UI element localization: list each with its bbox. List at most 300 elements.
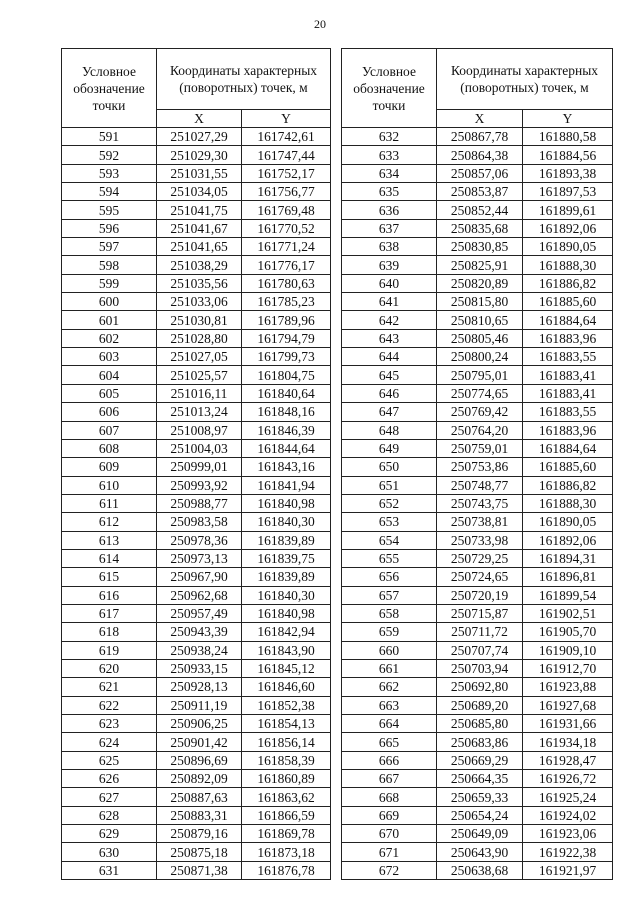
- point-number-cell: 598: [62, 256, 157, 274]
- x-coordinate-cell: 250999,01: [157, 458, 242, 476]
- y-coordinate-cell: 161888,30: [523, 256, 613, 274]
- x-coordinate-cell: 250993,92: [157, 476, 242, 494]
- table-row: [62, 439, 331, 457]
- point-number-cell: 668: [342, 788, 437, 806]
- x-coordinate-cell: 250879,16: [157, 825, 242, 843]
- x-coordinate-cell: 250933,15: [157, 659, 242, 677]
- point-number-cell: 611: [62, 494, 157, 512]
- point-number-cell: 595: [62, 201, 157, 219]
- x-coordinate-cell: 250853,87: [437, 183, 523, 201]
- point-number-cell: 629: [62, 825, 157, 843]
- table-row: [62, 476, 331, 494]
- y-coordinate-cell: 161789,96: [242, 311, 331, 329]
- table-row: [342, 604, 613, 622]
- y-coordinate-cell: 161928,47: [523, 751, 613, 769]
- point-number-cell: 621: [62, 678, 157, 696]
- point-number-cell: 665: [342, 733, 437, 751]
- x-coordinate-cell: 250711,72: [437, 623, 523, 641]
- x-coordinate-cell: 250769,42: [437, 403, 523, 421]
- point-number-cell: 632: [342, 128, 437, 146]
- y-coordinate-cell: 161843,90: [242, 641, 331, 659]
- point-number-cell: 604: [62, 366, 157, 384]
- point-number-cell: 594: [62, 183, 157, 201]
- x-header: X: [437, 110, 523, 128]
- table-row: [342, 641, 613, 659]
- y-coordinate-cell: 161892,06: [523, 531, 613, 549]
- table-row: [342, 788, 613, 806]
- table-row: [62, 641, 331, 659]
- y-coordinate-cell: 161883,55: [523, 348, 613, 366]
- coordinates-table-right: [341, 48, 613, 880]
- y-coordinate-cell: 161769,48: [242, 201, 331, 219]
- y-coordinate-cell: 161840,30: [242, 513, 331, 531]
- x-coordinate-cell: 250835,68: [437, 219, 523, 237]
- point-number-cell: 608: [62, 439, 157, 457]
- point-number-cell: 650: [342, 458, 437, 476]
- table-row: [62, 678, 331, 696]
- y-coordinate-cell: 161856,14: [242, 733, 331, 751]
- point-number-cell: 618: [62, 623, 157, 641]
- x-coordinate-cell: 250759,01: [437, 439, 523, 457]
- x-coordinate-cell: 251038,29: [157, 256, 242, 274]
- table-row: [62, 733, 331, 751]
- y-coordinate-cell: 161899,61: [523, 201, 613, 219]
- y-coordinate-cell: 161756,77: [242, 183, 331, 201]
- point-number-cell: 640: [342, 274, 437, 292]
- table-row: [342, 311, 613, 329]
- x-coordinate-cell: 251041,65: [157, 238, 242, 256]
- table-row: [342, 183, 613, 201]
- table-row: [342, 458, 613, 476]
- y-coordinate-cell: 161839,89: [242, 531, 331, 549]
- table-row: [342, 549, 613, 567]
- table-row: [62, 274, 331, 292]
- y-coordinate-cell: 161905,70: [523, 623, 613, 641]
- table-row: [342, 494, 613, 512]
- table-row: [62, 623, 331, 641]
- table-row: [342, 403, 613, 421]
- x-coordinate-cell: 250654,24: [437, 806, 523, 824]
- table-row: [342, 274, 613, 292]
- x-coordinate-cell: 250957,49: [157, 604, 242, 622]
- point-number-cell: 670: [342, 825, 437, 843]
- table-row: [342, 861, 613, 879]
- y-header: Y: [523, 110, 613, 128]
- table-row: [342, 531, 613, 549]
- table-row: [342, 146, 613, 164]
- table-row: [62, 458, 331, 476]
- y-coordinate-cell: 161883,55: [523, 403, 613, 421]
- point-number-cell: 664: [342, 715, 437, 733]
- x-coordinate-cell: 250810,65: [437, 311, 523, 329]
- point-number-cell: 624: [62, 733, 157, 751]
- y-coordinate-cell: 161924,02: [523, 806, 613, 824]
- y-coordinate-cell: 161931,66: [523, 715, 613, 733]
- point-number-cell: 609: [62, 458, 157, 476]
- x-coordinate-cell: 250805,46: [437, 329, 523, 347]
- table-row: [342, 733, 613, 751]
- y-coordinate-cell: 161863,62: [242, 788, 331, 806]
- table-row: [62, 696, 331, 714]
- x-coordinate-cell: 250638,68: [437, 861, 523, 879]
- y-coordinate-cell: 161884,64: [523, 439, 613, 457]
- x-coordinate-cell: 250983,58: [157, 513, 242, 531]
- x-coordinate-cell: 251027,29: [157, 128, 242, 146]
- x-coordinate-cell: 250887,63: [157, 788, 242, 806]
- y-coordinate-cell: 161839,89: [242, 568, 331, 586]
- table-row: [342, 696, 613, 714]
- y-coordinate-cell: 161912,70: [523, 659, 613, 677]
- table-row: [342, 513, 613, 531]
- table-row: [62, 384, 331, 402]
- x-coordinate-cell: 251025,57: [157, 366, 242, 384]
- table-row: [62, 348, 331, 366]
- table-row: [62, 494, 331, 512]
- table-row: [342, 164, 613, 182]
- table-row: [62, 421, 331, 439]
- y-coordinate-cell: 161742,61: [242, 128, 331, 146]
- x-coordinate-cell: 250683,86: [437, 733, 523, 751]
- x-coordinate-cell: 251016,11: [157, 384, 242, 402]
- y-coordinate-cell: 161880,58: [523, 128, 613, 146]
- table-row: [342, 219, 613, 237]
- point-number-cell: 635: [342, 183, 437, 201]
- y-coordinate-cell: 161876,78: [242, 861, 331, 879]
- table-row: [342, 623, 613, 641]
- y-coordinate-cell: 161860,89: [242, 770, 331, 788]
- x-header: X: [157, 110, 242, 128]
- point-number-cell: 672: [342, 861, 437, 879]
- table-row: [342, 806, 613, 824]
- y-coordinate-cell: 161890,05: [523, 513, 613, 531]
- x-coordinate-cell: 250643,90: [437, 843, 523, 861]
- x-coordinate-cell: 250664,35: [437, 770, 523, 788]
- y-coordinate-cell: 161897,53: [523, 183, 613, 201]
- x-coordinate-cell: 250689,20: [437, 696, 523, 714]
- table-row: [62, 238, 331, 256]
- y-coordinate-cell: 161845,12: [242, 659, 331, 677]
- table-row: [342, 421, 613, 439]
- x-coordinate-cell: 250743,75: [437, 494, 523, 512]
- point-number-cell: 634: [342, 164, 437, 182]
- x-coordinate-cell: 250901,42: [157, 733, 242, 751]
- y-coordinate-cell: 161873,18: [242, 843, 331, 861]
- table-row: [342, 843, 613, 861]
- y-coordinate-cell: 161890,05: [523, 238, 613, 256]
- table-row: [62, 329, 331, 347]
- point-number-cell: 606: [62, 403, 157, 421]
- point-number-cell: 637: [342, 219, 437, 237]
- y-coordinate-cell: 161899,54: [523, 586, 613, 604]
- y-coordinate-cell: 161843,16: [242, 458, 331, 476]
- y-coordinate-cell: 161896,81: [523, 568, 613, 586]
- table-row: [342, 128, 613, 146]
- point-number-cell: 647: [342, 403, 437, 421]
- x-coordinate-cell: 251041,67: [157, 219, 242, 237]
- table-row: [342, 825, 613, 843]
- coordinates-table-left: [61, 48, 331, 880]
- point-number-cell: 649: [342, 439, 437, 457]
- point-number-cell: 610: [62, 476, 157, 494]
- x-coordinate-cell: 250707,74: [437, 641, 523, 659]
- x-coordinate-cell: 250967,90: [157, 568, 242, 586]
- point-number-cell: 644: [342, 348, 437, 366]
- x-coordinate-cell: 250911,19: [157, 696, 242, 714]
- x-coordinate-cell: 250685,80: [437, 715, 523, 733]
- table-row: [62, 770, 331, 788]
- point-number-cell: 627: [62, 788, 157, 806]
- table-row: [342, 348, 613, 366]
- point-number-cell: 659: [342, 623, 437, 641]
- y-coordinate-cell: 161923,06: [523, 825, 613, 843]
- y-coordinate-cell: 161902,51: [523, 604, 613, 622]
- table-row: [62, 146, 331, 164]
- y-coordinate-cell: 161885,60: [523, 458, 613, 476]
- x-coordinate-cell: 250703,94: [437, 659, 523, 677]
- table-row: [342, 293, 613, 311]
- y-coordinate-cell: 161804,75: [242, 366, 331, 384]
- x-coordinate-cell: 250962,68: [157, 586, 242, 604]
- y-coordinate-cell: 161771,24: [242, 238, 331, 256]
- point-number-cell: 658: [342, 604, 437, 622]
- y-coordinate-cell: 161922,38: [523, 843, 613, 861]
- point-number-cell: 662: [342, 678, 437, 696]
- table-row: [342, 256, 613, 274]
- x-coordinate-cell: 250973,13: [157, 549, 242, 567]
- y-coordinate-cell: 161854,13: [242, 715, 331, 733]
- point-number-cell: 654: [342, 531, 437, 549]
- table-row: [62, 586, 331, 604]
- y-coordinate-cell: 161927,68: [523, 696, 613, 714]
- x-coordinate-cell: 250738,81: [437, 513, 523, 531]
- y-coordinate-cell: 161844,64: [242, 439, 331, 457]
- x-coordinate-cell: 250943,39: [157, 623, 242, 641]
- x-coordinate-cell: 250867,78: [437, 128, 523, 146]
- point-number-cell: 614: [62, 549, 157, 567]
- y-coordinate-cell: 161747,44: [242, 146, 331, 164]
- point-number-cell: 603: [62, 348, 157, 366]
- y-coordinate-cell: 161893,38: [523, 164, 613, 182]
- point-number-cell: 666: [342, 751, 437, 769]
- y-coordinate-cell: 161858,39: [242, 751, 331, 769]
- point-number-cell: 671: [342, 843, 437, 861]
- x-coordinate-cell: 250733,98: [437, 531, 523, 549]
- point-number-cell: 630: [62, 843, 157, 861]
- table-row: [62, 659, 331, 677]
- coordinates-header: Координаты характерных (поворотных) точек, м: [437, 49, 613, 110]
- x-coordinate-cell: 250906,25: [157, 715, 242, 733]
- table-row: [342, 238, 613, 256]
- point-number-cell: 628: [62, 806, 157, 824]
- x-coordinate-cell: 250852,44: [437, 201, 523, 219]
- x-coordinate-cell: 251028,80: [157, 329, 242, 347]
- point-number-cell: 653: [342, 513, 437, 531]
- x-coordinate-cell: 251035,56: [157, 274, 242, 292]
- x-coordinate-cell: 251041,75: [157, 201, 242, 219]
- y-coordinate-cell: 161923,88: [523, 678, 613, 696]
- point-number-cell: 601: [62, 311, 157, 329]
- point-number-cell: 667: [342, 770, 437, 788]
- table-row: [342, 476, 613, 494]
- x-coordinate-cell: 251030,81: [157, 311, 242, 329]
- y-header: Y: [242, 110, 331, 128]
- x-coordinate-cell: 250800,24: [437, 348, 523, 366]
- point-number-cell: 652: [342, 494, 437, 512]
- y-coordinate-cell: 161840,98: [242, 494, 331, 512]
- point-number-cell: 605: [62, 384, 157, 402]
- table-row: [62, 311, 331, 329]
- table-body-right: [342, 128, 613, 880]
- table-row: [62, 751, 331, 769]
- x-coordinate-cell: 250938,24: [157, 641, 242, 659]
- y-coordinate-cell: 161886,82: [523, 476, 613, 494]
- y-coordinate-cell: 161848,16: [242, 403, 331, 421]
- x-coordinate-cell: 250896,69: [157, 751, 242, 769]
- y-coordinate-cell: 161926,72: [523, 770, 613, 788]
- point-number-cell: 619: [62, 641, 157, 659]
- table-row: [342, 715, 613, 733]
- x-coordinate-cell: 250857,06: [437, 164, 523, 182]
- y-coordinate-cell: 161841,94: [242, 476, 331, 494]
- table-row: [342, 384, 613, 402]
- point-number-cell: 661: [342, 659, 437, 677]
- point-number-cell: 592: [62, 146, 157, 164]
- x-coordinate-cell: 250978,36: [157, 531, 242, 549]
- table-row: [62, 861, 331, 879]
- table-row: [62, 256, 331, 274]
- point-number-cell: 599: [62, 274, 157, 292]
- point-number-cell: 616: [62, 586, 157, 604]
- y-coordinate-cell: 161752,17: [242, 164, 331, 182]
- table-row: [342, 678, 613, 696]
- point-number-cell: 597: [62, 238, 157, 256]
- point-number-cell: 663: [342, 696, 437, 714]
- x-coordinate-cell: 250875,18: [157, 843, 242, 861]
- x-coordinate-cell: 250753,86: [437, 458, 523, 476]
- table-row: [342, 770, 613, 788]
- y-coordinate-cell: 161852,38: [242, 696, 331, 714]
- table-row: [342, 201, 613, 219]
- point-number-cell: 660: [342, 641, 437, 659]
- point-number-cell: 642: [342, 311, 437, 329]
- x-coordinate-cell: 250864,38: [437, 146, 523, 164]
- x-coordinate-cell: 250988,77: [157, 494, 242, 512]
- x-coordinate-cell: 250820,89: [437, 274, 523, 292]
- y-coordinate-cell: 161883,96: [523, 329, 613, 347]
- y-coordinate-cell: 161925,24: [523, 788, 613, 806]
- x-coordinate-cell: 251029,30: [157, 146, 242, 164]
- point-number-cell: 615: [62, 568, 157, 586]
- y-coordinate-cell: 161770,52: [242, 219, 331, 237]
- point-number-cell: 639: [342, 256, 437, 274]
- table-body-left: [62, 128, 331, 880]
- point-number-cell: 669: [342, 806, 437, 824]
- x-coordinate-cell: 250729,25: [437, 549, 523, 567]
- point-number-cell: 643: [342, 329, 437, 347]
- table-row: [342, 439, 613, 457]
- x-coordinate-cell: 250774,65: [437, 384, 523, 402]
- coordinates-header: Координаты характерных (поворотных) точек, м: [157, 49, 331, 110]
- point-number-cell: 657: [342, 586, 437, 604]
- point-number-cell: 656: [342, 568, 437, 586]
- point-number-cell: 625: [62, 751, 157, 769]
- table-row: [62, 806, 331, 824]
- y-coordinate-cell: 161883,41: [523, 366, 613, 384]
- x-coordinate-cell: 251004,03: [157, 439, 242, 457]
- x-coordinate-cell: 251033,06: [157, 293, 242, 311]
- x-coordinate-cell: 250883,31: [157, 806, 242, 824]
- x-coordinate-cell: 250692,80: [437, 678, 523, 696]
- point-number-cell: 638: [342, 238, 437, 256]
- x-coordinate-cell: 250795,01: [437, 366, 523, 384]
- y-coordinate-cell: 161839,75: [242, 549, 331, 567]
- point-number-cell: 655: [342, 549, 437, 567]
- point-number-cell: 600: [62, 293, 157, 311]
- table-row: [62, 513, 331, 531]
- table-row: [342, 586, 613, 604]
- table-row: [62, 568, 331, 586]
- table-row: [62, 366, 331, 384]
- x-coordinate-cell: 250830,85: [437, 238, 523, 256]
- y-coordinate-cell: 161888,30: [523, 494, 613, 512]
- x-coordinate-cell: 250659,33: [437, 788, 523, 806]
- point-number-cell: 626: [62, 770, 157, 788]
- table-row: [342, 568, 613, 586]
- y-coordinate-cell: 161909,10: [523, 641, 613, 659]
- y-coordinate-cell: 161840,98: [242, 604, 331, 622]
- x-coordinate-cell: 251013,24: [157, 403, 242, 421]
- table-row: [342, 366, 613, 384]
- x-coordinate-cell: 250825,91: [437, 256, 523, 274]
- y-coordinate-cell: 161894,31: [523, 549, 613, 567]
- point-number-cell: 602: [62, 329, 157, 347]
- point-number-cell: 646: [342, 384, 437, 402]
- point-number-cell: 645: [342, 366, 437, 384]
- x-coordinate-cell: 250669,29: [437, 751, 523, 769]
- y-coordinate-cell: 161921,97: [523, 861, 613, 879]
- x-coordinate-cell: 250715,87: [437, 604, 523, 622]
- point-number-cell: 622: [62, 696, 157, 714]
- point-number-cell: 620: [62, 659, 157, 677]
- y-coordinate-cell: 161776,17: [242, 256, 331, 274]
- point-number-cell: 623: [62, 715, 157, 733]
- table-row: [62, 128, 331, 146]
- table-row: [62, 549, 331, 567]
- table-row: [342, 659, 613, 677]
- table-row: [62, 293, 331, 311]
- table-row: [62, 843, 331, 861]
- point-number-cell: 613: [62, 531, 157, 549]
- y-coordinate-cell: 161869,78: [242, 825, 331, 843]
- x-coordinate-cell: 250871,38: [157, 861, 242, 879]
- y-coordinate-cell: 161799,73: [242, 348, 331, 366]
- y-coordinate-cell: 161884,64: [523, 311, 613, 329]
- table-row: [62, 715, 331, 733]
- y-coordinate-cell: 161794,79: [242, 329, 331, 347]
- y-coordinate-cell: 161780,63: [242, 274, 331, 292]
- x-coordinate-cell: 250815,80: [437, 293, 523, 311]
- y-coordinate-cell: 161840,64: [242, 384, 331, 402]
- y-coordinate-cell: 161892,06: [523, 219, 613, 237]
- point-number-cell: 636: [342, 201, 437, 219]
- x-coordinate-cell: 250720,19: [437, 586, 523, 604]
- point-number-cell: 612: [62, 513, 157, 531]
- table-row: [62, 183, 331, 201]
- y-coordinate-cell: 161934,18: [523, 733, 613, 751]
- table-row: [62, 604, 331, 622]
- point-number-cell: 593: [62, 164, 157, 182]
- point-number-cell: 617: [62, 604, 157, 622]
